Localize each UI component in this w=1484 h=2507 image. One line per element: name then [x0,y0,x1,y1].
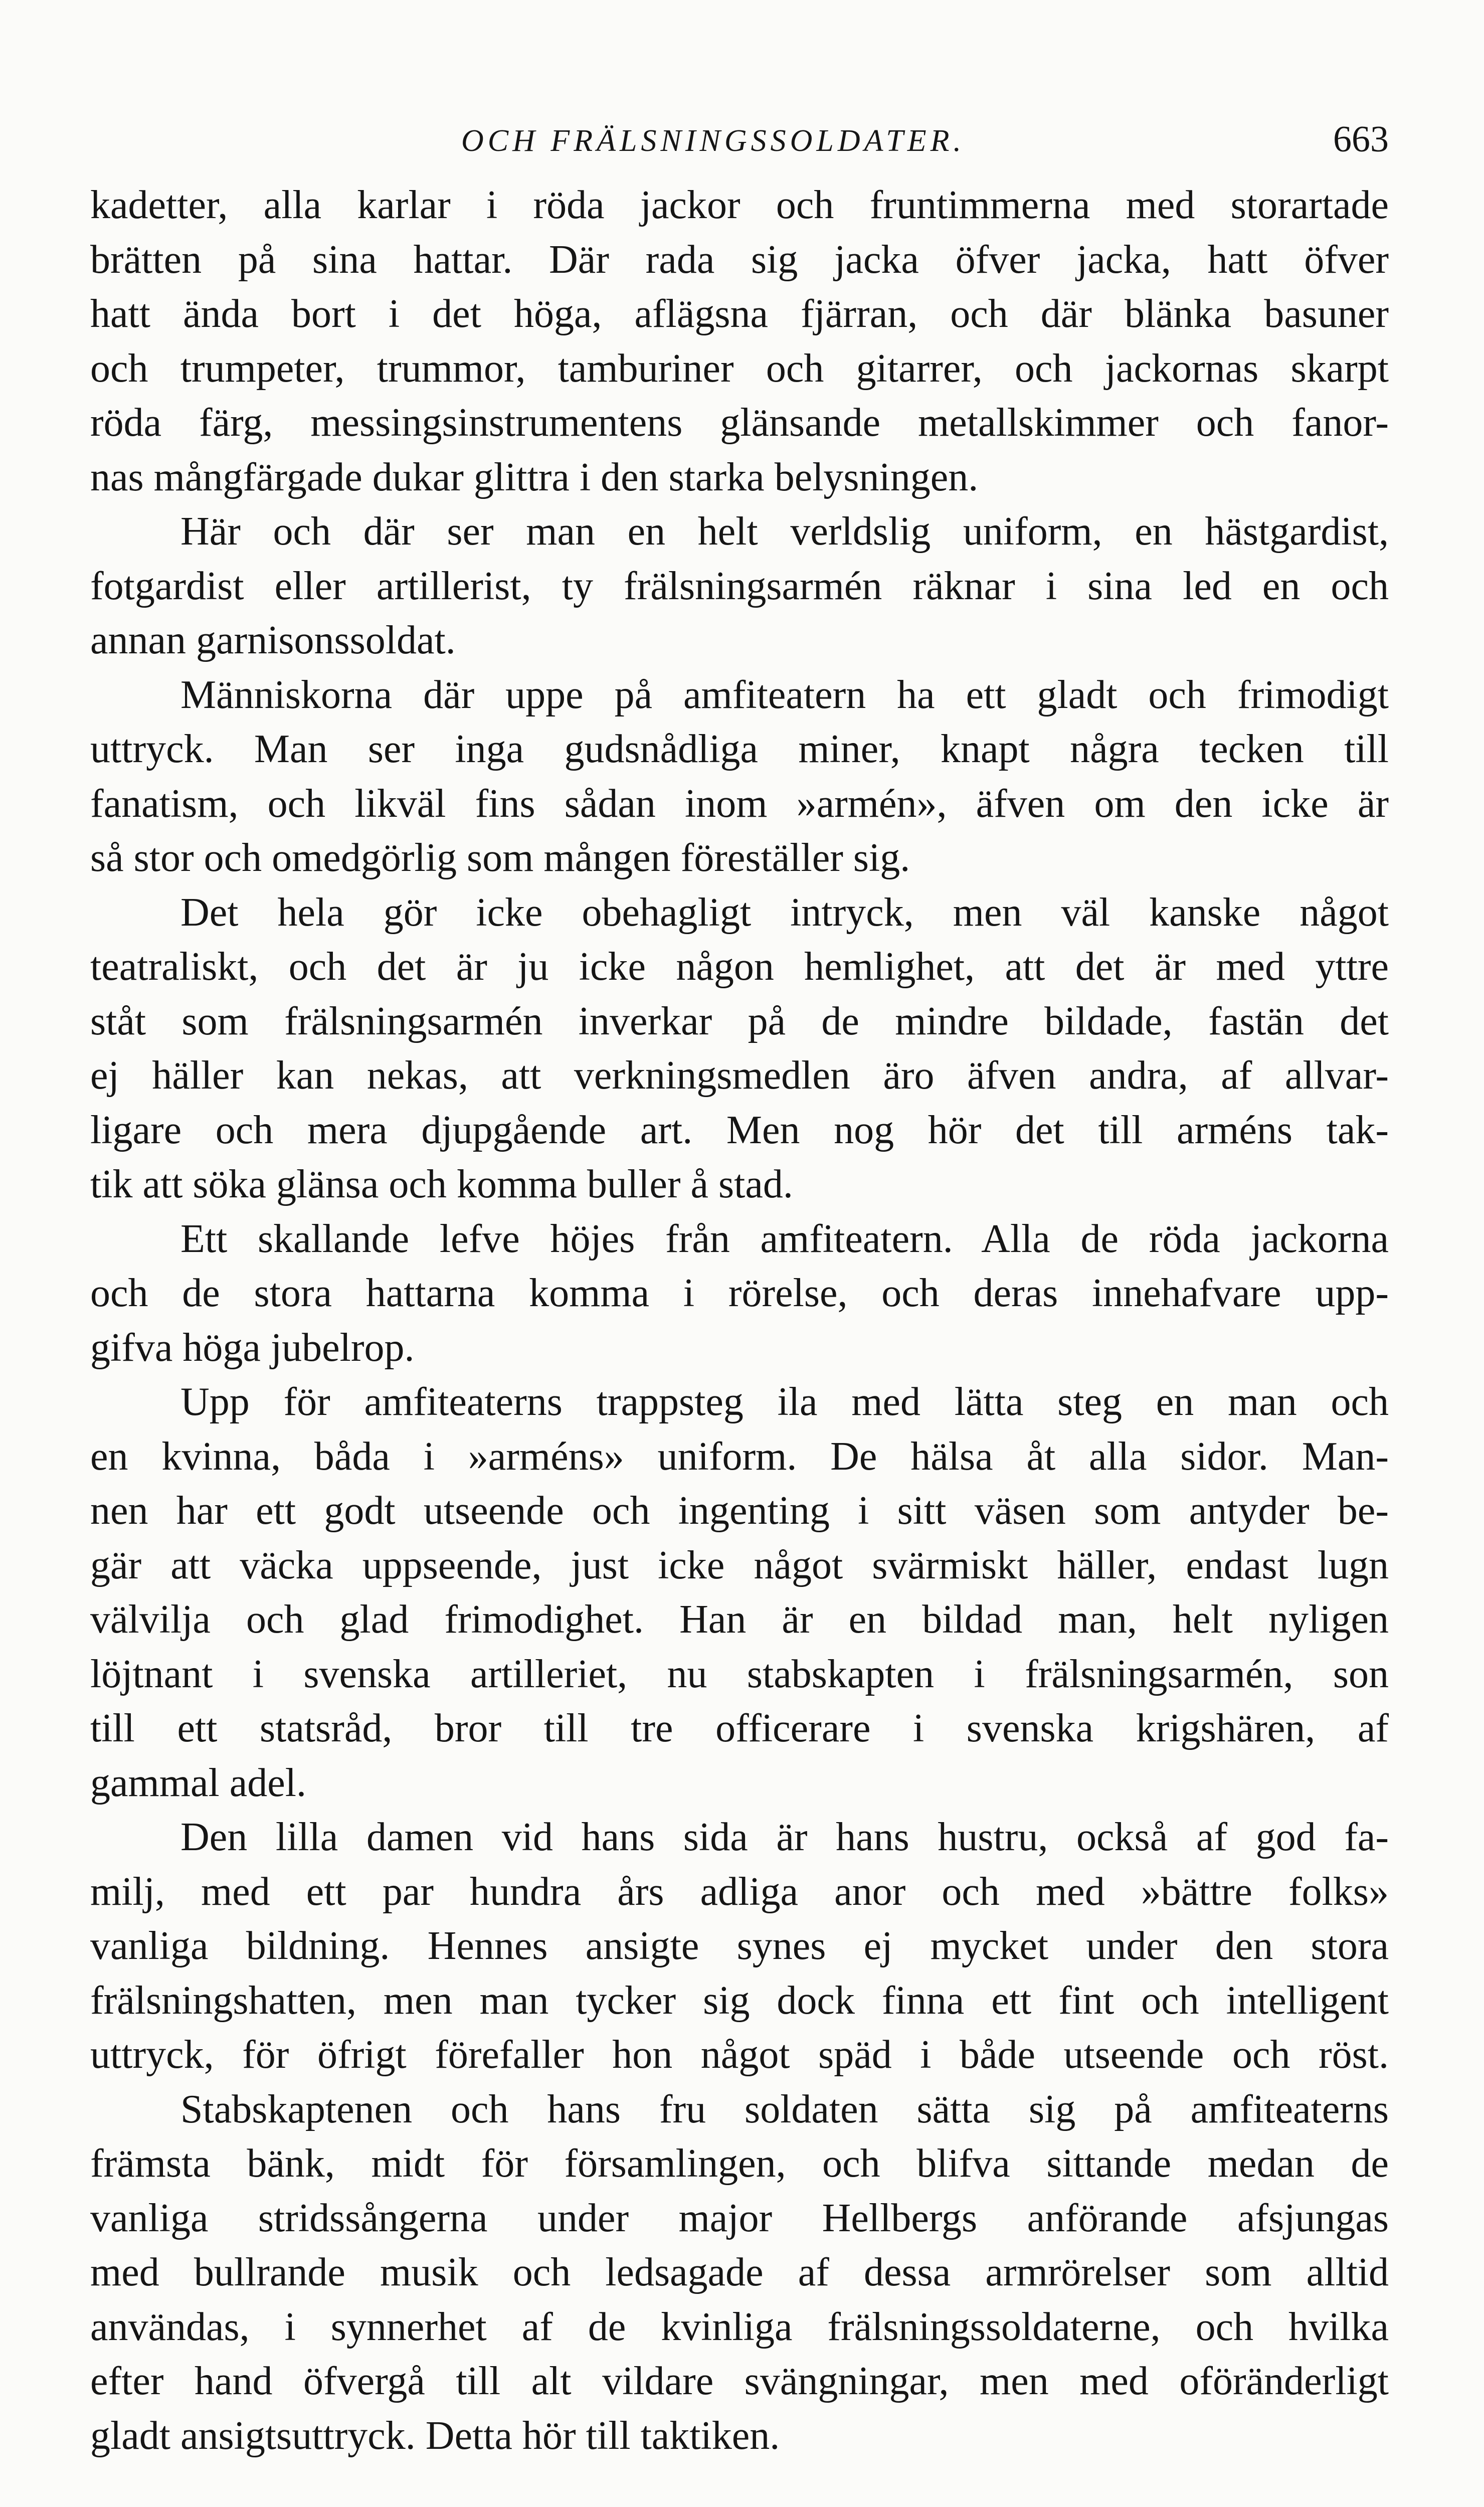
text-line: teatraliskt, och det är ju icke någon hemlighet, att det är med yttre [90,945,1389,989]
text-line: ej häller kan nekas, att verkningsmedlen äro äfven andra, af allvar- [90,1053,1389,1098]
text-line: Stabskaptenen och hans fru soldaten sätta sig på amfiteaterns [180,2087,1389,2131]
text-line: välvilja och glad frimodighet. Han är en bildad man, helt nyligen [90,1597,1389,1642]
text-line: Här och där ser man en helt verldslig uniform, en hästgardist, [180,509,1389,554]
text-line: och trumpeter, trummor, tamburiner och gitarrer, och jackornas skarpt [90,346,1389,391]
text-line: Människorna där uppe på amfiteatern ha ett gladt och frimodigt [180,672,1389,717]
page-number: 663 [1333,119,1389,160]
text-line: gladt ansigtsuttryck. Detta hör till taktiken. [90,2413,780,2458]
text-line: med bullrande musik och ledsagade af dessa armrörelser som alltid [90,2250,1389,2294]
text-line: röda färg, messingsinstrumentens glänsande metallskimmer och fanor- [90,401,1389,445]
text-line: gammal adel. [90,1760,306,1805]
text-line: kadetter, alla karlar i röda jackor och fruntimmerna med storartade [90,183,1389,227]
text-line: Ett skallande lefve höjes från amfiteatern. Alla de röda jackorna [180,1216,1389,1261]
text-line: vanliga stridssångerna under major Hellbergs anförande afsjungas [90,2196,1389,2240]
text-line: Det hela gör icke obehagligt intryck, men väl kanske något [180,890,1389,935]
text-line: fotgardist eller artillerist, ty frälsningsarmén räknar i sina led en och [90,564,1389,608]
text-line: fanatism, och likväl fins sådan inom »armén», äfven om den icke är [90,781,1389,826]
text-line: milj, med ett par hundra års adliga anor och med »bättre folks» [90,1869,1389,1914]
text-line: brätten på sina hattar. Där rada sig jacka öfver jacka, hatt öfver [90,237,1389,282]
text-line: vanliga bildning. Hennes ansigte synes ej mycket under den stora [90,1924,1389,1968]
text-line: främsta bänk, midt för församlingen, och blifva sittande medan de [90,2141,1389,2186]
running-head: OCH FRÄLSNINGSSOLDATER. [461,124,965,158]
text-line: ligare och mera djupgående art. Men nog hör det till arméns tak- [90,1108,1389,1152]
text-line: hatt ända bort i det höga, aflägsna fjärran, och där blänka basuner [90,292,1389,336]
text-line: gifva höga jubelrop. [90,1325,415,1370]
text-line: Upp för amfiteaterns trappsteg ila med lätta steg en man och [180,1380,1389,1424]
body-text [90,178,1389,2463]
text-line: uttryck, för öfrigt förefaller hon något späd i både utseende och röst. [90,2033,1389,2077]
text-line: nen har ett godt utseende och ingenting i sitt väsen som antyder be- [90,1489,1389,1533]
text-line: gär att väcka uppseende, just icke något svärmiskt häller, endast lugn [90,1543,1389,1587]
text-line: tik att söka glänsa och komma buller å stad. [90,1162,793,1206]
text-line: löjtnant i svenska artilleriet, nu stabskapten i frälsningsarmén, son [90,1652,1389,1696]
text-line: så stor och omedgörlig som mången föreställer sig. [90,836,910,880]
text-line: en kvinna, båda i »arméns» uniform. De hälsa åt alla sidor. Man- [90,1434,1389,1479]
text-line: och de stora hattarna komma i rörelse, och deras innehafvare upp- [90,1271,1389,1315]
text-line: nas mångfärgade dukar glittra i den starka belysningen. [90,455,979,499]
text-line: efter hand öfvergå till alt vildare svängningar, men med oföränderligt [90,2359,1389,2403]
text-line: uttryck. Man ser inga gudsnådliga miner, knapt några tecken till [90,727,1389,771]
page-header [90,118,1389,173]
text-line: annan garnisonssoldat. [90,618,456,662]
text-line: användas, i synnerhet af de kvinliga frälsningssoldaterne, och hvilka [90,2304,1389,2349]
text-line: till ett statsråd, bror till tre officerare i svenska krigshären, af [90,1706,1389,1750]
text-line: ståt som frälsningsarmén inverkar på de mindre bildade, fastän det [90,999,1389,1043]
text-line: frälsningshatten, men man tycker sig dock finna ett fint och intelligent [90,1978,1389,2023]
text-line: Den lilla damen vid hans sida är hans hustru, också af god fa- [180,1815,1389,1859]
